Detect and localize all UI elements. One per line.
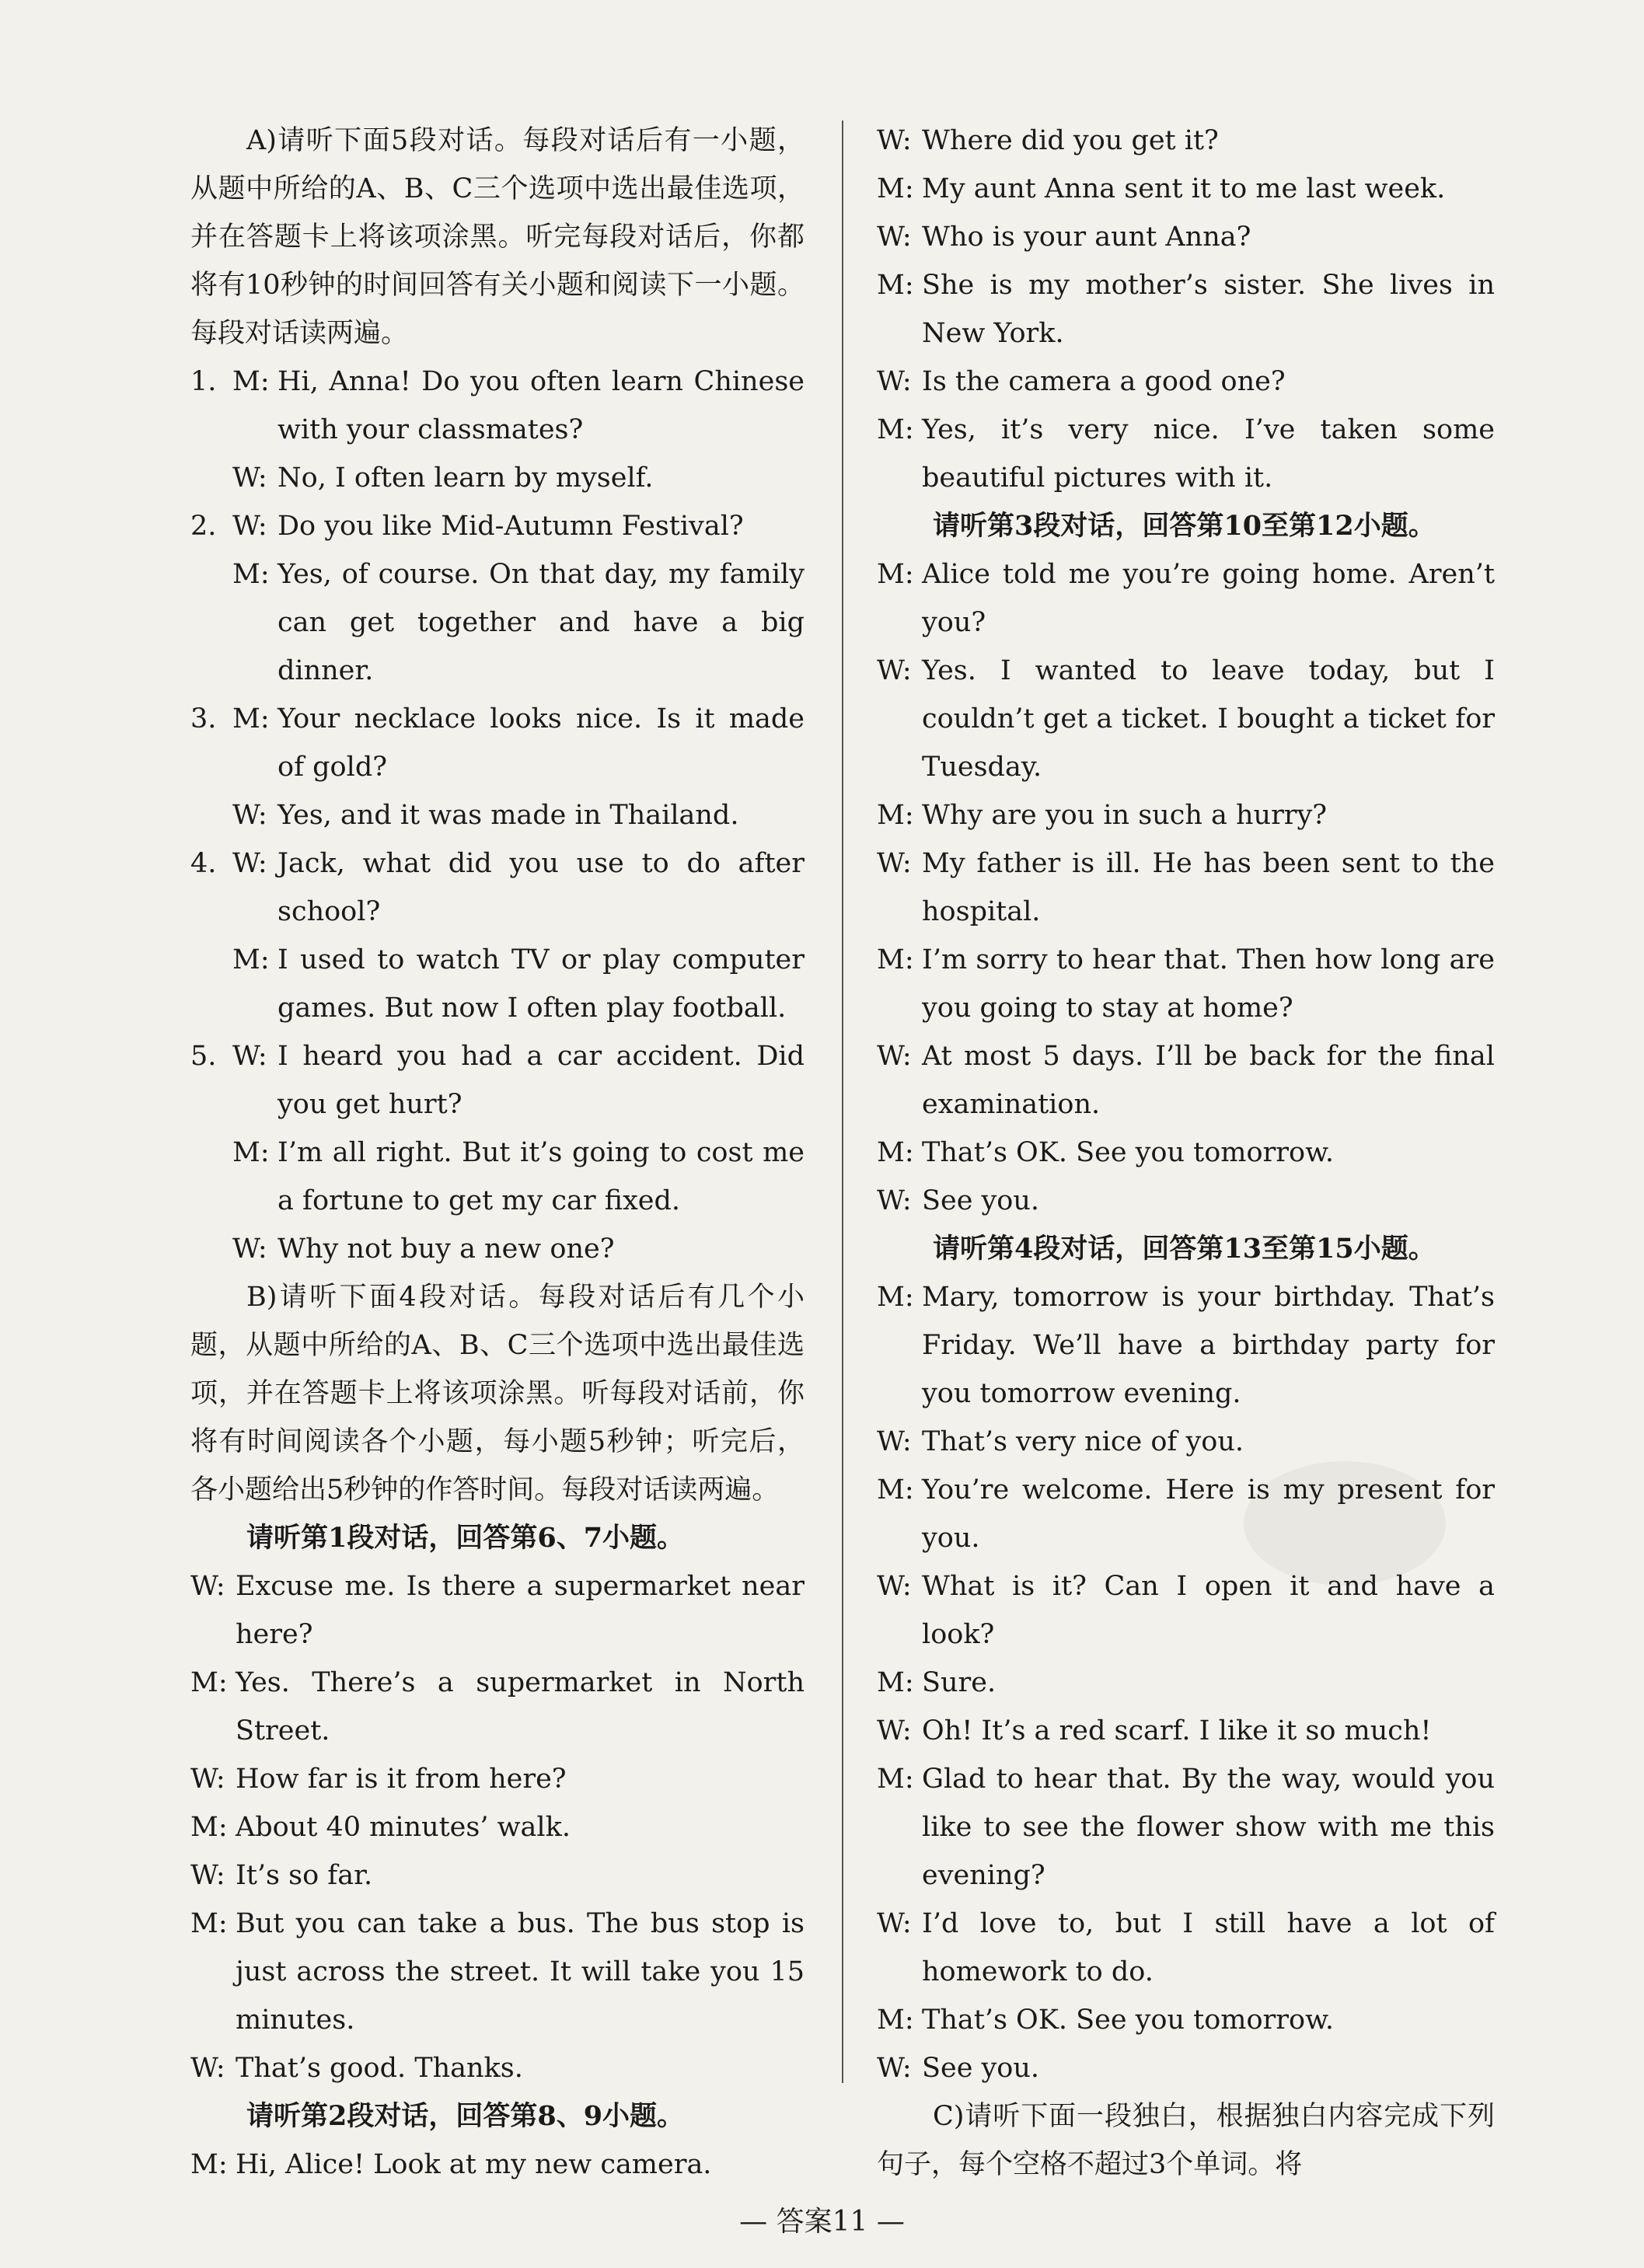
dialogue-line — [190, 1851, 805, 1900]
dialogue-line — [877, 261, 1495, 358]
dialogue-text: No, I often learn by myself. — [277, 462, 654, 494]
dialogue-text: It’s so far. — [236, 1860, 373, 1891]
speaker-label: M: — [877, 1474, 914, 1506]
dialogue-text: See you. — [922, 2053, 1040, 2084]
dialogue-2-header: 请听第2段对话，回答第8、9小题。 — [246, 2100, 685, 2132]
item-number: 5. — [190, 1041, 217, 1072]
dialogue-text: About 40 minutes’ walk. — [236, 1812, 571, 1843]
speaker-label: M: — [877, 1764, 914, 1795]
dialogue-line — [190, 1225, 805, 1273]
dialogue-line — [877, 647, 1495, 791]
dialogue-line — [877, 406, 1495, 502]
dialogue-line — [190, 839, 805, 936]
dialogue-text: See you. — [922, 1185, 1040, 1216]
dialogue-line — [877, 1032, 1495, 1129]
page-footer: — 答案11 — — [739, 2206, 905, 2238]
speaker-label: M: — [877, 2005, 914, 2036]
dialogue-text: She is my mother’s sister. She lives in New York. — [922, 270, 1495, 349]
dialogue-text: How far is it from here? — [236, 1764, 567, 1795]
dialogue-text: I’d love to, but I still have a lot of homework to do. — [922, 1908, 1495, 1987]
dialogue-text: Hi, Anna! Do you often learn Chinese with your classmates? — [277, 366, 805, 445]
dialogue-line — [190, 1803, 805, 1851]
speaker-label: M: — [190, 1667, 228, 1698]
item-number: 4. — [190, 848, 217, 879]
dialogue-line — [877, 1562, 1495, 1659]
speaker-label: W: — [877, 366, 912, 397]
dialogue-text: Mary, tomorrow is your birthday. That’s Friday. We’ll have a birthday party for you tomorrow evening. — [922, 1282, 1495, 1409]
speaker-label: M: — [232, 944, 270, 975]
speaker-label: M: — [190, 1908, 228, 1939]
dialogue-text: Yes. There’s a supermarket in North Street. — [236, 1667, 805, 1746]
dialogue-3-header: 请听第3段对话，回答第10至第12小题。 — [933, 510, 1436, 542]
dialogue-line — [190, 1032, 805, 1129]
dialogue-text: Jack, what did you use to do after school? — [277, 848, 805, 927]
speaker-label: W: — [232, 800, 267, 831]
speaker-label: W: — [877, 848, 912, 879]
dialogue-text: Oh! It’s a red scarf. I like it so much! — [922, 1715, 1432, 1746]
dialogue-text: You’re welcome. Here is my present for you. — [922, 1474, 1495, 1554]
dialogue-text: Why not buy a new one? — [277, 1233, 615, 1265]
section-b-instructions: B)请听下面4段对话。每段对话后有几个小题，从题中所给的A、B、C三个选项中选出最佳选项，并在答题卡上将该项涂黑。听每段对话前，你将有时间阅读各个小题，每小题5秒钟；听完后，各小题给出5秒钟的作答时间。每段对话读两遍。 — [190, 1282, 805, 1506]
speaker-label: W: — [190, 1764, 225, 1795]
item-number: 1. — [190, 366, 217, 397]
item-number: 3. — [190, 703, 217, 734]
speaker-label: W: — [232, 1233, 267, 1265]
dialogue-text: I used to watch TV or play computer games. But now I often play football. — [277, 944, 805, 1024]
dialogue-3 — [877, 550, 1495, 1225]
dialogue-line — [877, 791, 1495, 839]
speaker-label: M: — [877, 1282, 914, 1313]
dialogue-text: That’s good. Thanks. — [236, 2053, 523, 2084]
speaker-label: M: — [877, 414, 914, 445]
dialogue-line — [877, 1273, 1495, 1418]
dialogue-text: Yes. I wanted to leave today, but I couldn’t get a ticket. I bought a ticket for Tuesday. — [922, 655, 1495, 783]
speaker-label: M: — [877, 800, 914, 831]
speaker-label: W: — [190, 1571, 225, 1602]
dialogue-text: My father is ill. He has been sent to the hospital. — [922, 848, 1495, 927]
speaker-label: W: — [232, 1041, 267, 1072]
dialogue-line — [190, 1129, 805, 1225]
dialogue-line — [877, 358, 1495, 406]
speaker-label: W: — [232, 462, 267, 494]
speaker-label: M: — [190, 2149, 228, 2180]
speaker-label: M: — [232, 559, 270, 590]
speaker-label: W: — [877, 1908, 912, 1939]
speaker-label: M: — [877, 1137, 914, 1168]
speaker-label: W: — [877, 222, 912, 253]
dialogue-line — [190, 2141, 805, 2189]
dialogue-text: Is the camera a good one? — [922, 366, 1286, 397]
dialogue-line — [877, 839, 1495, 936]
speaker-label: M: — [877, 559, 914, 590]
item-number: 2. — [190, 511, 217, 542]
dialogue-line — [877, 1129, 1495, 1177]
dialogue-2-start — [190, 2141, 805, 2189]
speaker-label: W: — [190, 2053, 225, 2084]
dialogue-line — [190, 1659, 805, 1755]
speaker-label: M: — [877, 1667, 914, 1698]
speaker-label: M: — [877, 173, 914, 204]
dialogue-text: I heard you had a car accident. Did you get hurt? — [277, 1041, 805, 1120]
dialogue-line — [877, 1177, 1495, 1225]
dialogue-text: Who is your aunt Anna? — [922, 222, 1251, 253]
dialogue-1-header: 请听第1段对话，回答第6、7小题。 — [246, 1522, 685, 1554]
dialogue-text: Why are you in such a hurry? — [922, 800, 1328, 831]
dialogue-line — [877, 1707, 1495, 1755]
dialogue-line — [190, 1562, 805, 1659]
dialogue-line — [877, 213, 1495, 261]
dialogue-line — [190, 550, 805, 695]
section-a-dialogues — [190, 358, 805, 1273]
dialogue-line — [190, 1900, 805, 2044]
dialogue-text: Excuse me. Is there a supermarket near here? — [236, 1571, 805, 1650]
dialogue-line — [190, 1755, 805, 1803]
dialogue-text: Yes, and it was made in Thailand. — [277, 800, 739, 831]
dialogue-line — [190, 695, 805, 791]
dialogue-line — [190, 358, 805, 454]
dialogue-text: Yes, it’s very nice. I’ve taken some beautiful pictures with it. — [922, 414, 1495, 494]
dialogue-2-continued — [877, 117, 1495, 502]
speaker-label: W: — [877, 1715, 912, 1746]
speaker-label: W: — [877, 2053, 912, 2084]
speaker-label: W: — [232, 511, 267, 542]
dialogue-4-header: 请听第4段对话，回答第13至第15小题。 — [933, 1233, 1436, 1265]
dialogue-line — [877, 936, 1495, 1032]
dialogue-text: Hi, Alice! Look at my new camera. — [236, 2149, 712, 2180]
dialogue-text: I’m sorry to hear that. Then how long are you going to stay at home? — [922, 944, 1495, 1024]
dialogue-text: That’s very nice of you. — [922, 1426, 1244, 1457]
dialogue-text: My aunt Anna sent it to me last week. — [922, 173, 1446, 204]
speaker-label: W: — [877, 1571, 912, 1602]
dialogue-text: What is it? Can I open it and have a look? — [922, 1571, 1495, 1650]
dialogue-text: Yes, of course. On that day, my family can get together and have a big dinner. — [277, 559, 805, 686]
dialogue-text: That’s OK. See you tomorrow. — [922, 1137, 1335, 1168]
section-a-instructions: A)请听下面5段对话。每段对话后有一小题，从题中所给的A、B、C三个选项中选出最佳选项，并在答题卡上将该项涂黑。听完每段对话后，你都将有10秒钟的时间回答有关小题和阅读下一小题。每段对话读两遍。 — [190, 125, 805, 349]
speaker-label: M: — [190, 1812, 228, 1843]
dialogue-line — [877, 1418, 1495, 1466]
dialogue-line — [190, 936, 805, 1032]
dialogue-line — [877, 2044, 1495, 2092]
speaker-label: W: — [877, 1041, 912, 1072]
dialogue-1 — [190, 1562, 805, 2092]
dialogue-line — [190, 791, 805, 839]
dialogue-text: Where did you get it? — [922, 125, 1219, 156]
speaker-label: W: — [877, 125, 912, 156]
dialogue-line — [877, 1659, 1495, 1707]
dialogue-text: Do you like Mid-Autumn Festival? — [277, 511, 744, 542]
dialogue-line — [877, 1900, 1495, 1996]
section-c-instructions: C)请听下面一段独白，根据独白内容完成下列句子，每个空格不超过3个单词。将 — [877, 2101, 1495, 2180]
dialogue-text: Sure. — [922, 1667, 997, 1698]
speaker-label: W: — [877, 1426, 912, 1457]
dialogue-line — [190, 2044, 805, 2092]
dialogue-text: I’m all right. But it’s going to cost me a fortune to get my car fixed. — [277, 1137, 805, 1216]
right-column — [877, 117, 1495, 2189]
dialogue-line — [877, 165, 1495, 213]
speaker-label: W: — [190, 1860, 225, 1891]
left-column — [190, 117, 805, 2189]
speaker-label: M: — [877, 944, 914, 975]
dialogue-text: Your necklace looks nice. Is it made of gold? — [277, 703, 805, 783]
dialogue-line — [877, 1755, 1495, 1900]
dialogue-4 — [877, 1273, 1495, 2092]
dialogue-text: Alice told me you’re going home. Aren’t you? — [922, 559, 1495, 638]
dialogue-line — [877, 1996, 1495, 2044]
dialogue-line — [190, 502, 805, 550]
dialogue-line — [877, 117, 1495, 165]
dialogue-text: Glad to hear that. By the way, would you like to see the flower show with me this evening? — [922, 1764, 1495, 1891]
speaker-label: W: — [877, 655, 912, 686]
dialogue-text: But you can take a bus. The bus stop is just across the street. It will take you 15 minutes. — [236, 1908, 805, 2036]
dialogue-line — [877, 550, 1495, 647]
speaker-label: W: — [877, 1185, 912, 1216]
speaker-label: W: — [232, 848, 267, 879]
dialogue-line — [190, 454, 805, 502]
column-divider — [842, 120, 843, 2083]
speaker-label: M: — [232, 1137, 270, 1168]
dialogue-line — [877, 1466, 1495, 1562]
speaker-label: M: — [232, 703, 270, 734]
speaker-label: M: — [877, 270, 914, 301]
dialogue-text: That’s OK. See you tomorrow. — [922, 2005, 1335, 2036]
speaker-label: M: — [232, 366, 270, 397]
dialogue-text: At most 5 days. I’ll be back for the final examination. — [922, 1041, 1495, 1120]
